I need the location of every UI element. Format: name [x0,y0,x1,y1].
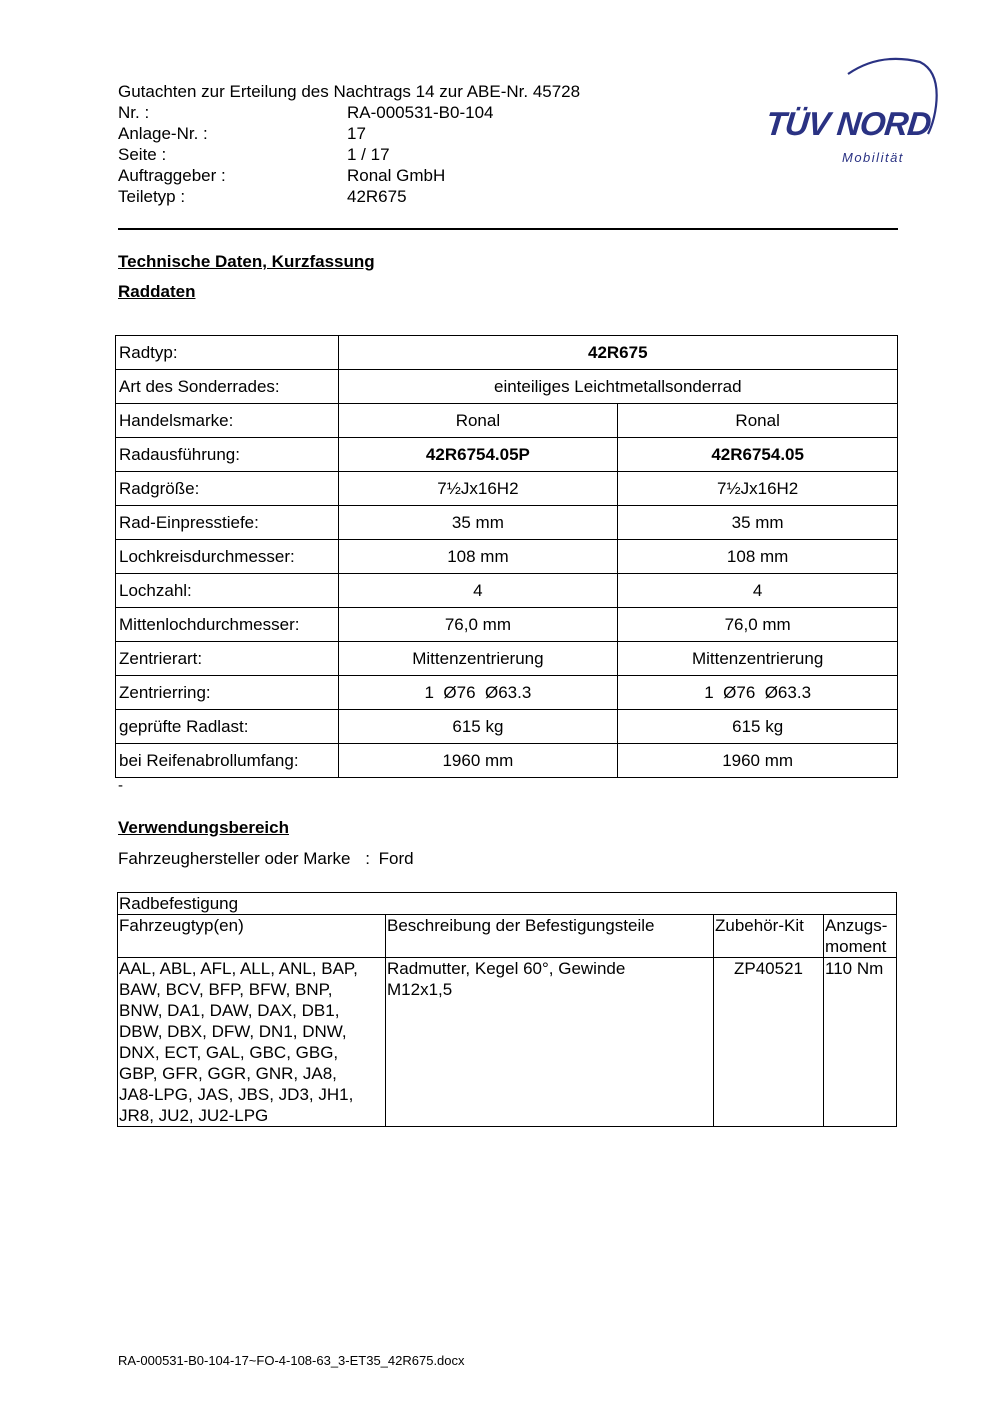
table-cell: 4 [338,574,618,608]
table-header-row [118,915,897,958]
table-label: Rad-Einpresstiefe: [116,506,339,540]
table-row [116,472,898,506]
header-key: Teiletyp : [118,187,186,206]
table-cell: 4 [618,574,898,608]
table-cell: Ronal [618,404,898,438]
table-label: Radgröße: [116,472,339,506]
header-value: 42R675 [347,187,407,206]
table-cell: 615 kg [338,710,618,744]
table-cell: 35 mm [338,506,618,540]
table-label: Handelsmarke: [116,404,339,438]
table-label: Mittenlochdurchmesser: [116,608,339,642]
table-note-dash: - [118,777,123,794]
vehicle-types-line: JA8-LPG, JAS, JBS, JD3, JH1, [119,1085,354,1104]
table-label: geprüfte Radlast: [116,710,339,744]
table-cell: 76,0 mm [618,608,898,642]
table-row [116,404,898,438]
table-row [116,574,898,608]
manufacturer-line [118,849,414,869]
header-value: Ronal GmbH [347,166,446,185]
col-header-anzugsmoment-line1: Anzugs- [825,916,888,935]
vehicle-types-line: BAW, BCV, BFP, BFW, BNP, [119,980,333,999]
description-line: Radmutter, Kegel 60°, Gewinde [387,959,626,978]
header-divider [118,228,898,230]
table-cell: 7½Jx16H2 [338,472,618,506]
table-label: Radtyp: [116,336,339,370]
table-label: Lochkreisdurchmesser: [116,540,339,574]
table-cell: 108 mm [338,540,618,574]
table-row [116,710,898,744]
table-cell: 108 mm [618,540,898,574]
table-cell: Ronal [338,404,618,438]
table-row [116,642,898,676]
table-label: Art des Sonderrades: [116,370,339,404]
table-label: bei Reifenabrollumfang: [116,744,339,778]
col-header-zubehoer-kit: Zubehör-Kit [714,915,824,958]
table-row [116,506,898,540]
manufacturer-separator: : [365,849,370,868]
vehicle-types-line: GBP, GFR, GGR, GNR, JA8, [119,1064,337,1083]
col-header-beschreibung: Beschreibung der Befestigungsteile [386,915,714,958]
table-cell: einteiliges Leichtmetallsonderrad [338,370,897,404]
table-cell: 1 Ø76 Ø63.3 [618,676,898,710]
section-title-technische-daten: Technische Daten, Kurzfassung [118,252,375,271]
header-row-seite [118,144,638,165]
header-row-anlage [118,123,638,144]
description-cell [386,958,714,1127]
header-key: Auftraggeber : [118,166,226,185]
raddaten-table [115,335,898,778]
table-row [116,608,898,642]
header-key: Seite : [118,145,167,164]
table-cell: 1960 mm [338,744,618,778]
table-label: Lochzahl: [116,574,339,608]
header-value: 17 [347,124,366,143]
header-row-nr [118,102,638,123]
table-row [118,893,897,915]
table-cell: Mittenzentrierung [618,642,898,676]
table-cell: 1 Ø76 Ø63.3 [338,676,618,710]
table-cell: 42R675 [338,336,897,370]
table-label: Radausführung: [116,438,339,472]
vehicle-types-line: DBW, DBX, DFW, DN1, DNW, [119,1022,347,1041]
table-cell: 615 kg [618,710,898,744]
vehicle-types-line: DNX, ECT, GAL, GBC, GBG, [119,1043,339,1062]
table-row [116,336,898,370]
col-header-anzugsmoment [824,915,897,958]
table-row [116,438,898,472]
vehicle-types-line: BNW, DA1, DAW, DAX, DB1, [119,1001,340,1020]
manufacturer-label: Fahrzeughersteller oder Marke [118,849,351,868]
table-row [116,676,898,710]
description-line: M12x1,5 [387,980,453,999]
moment-cell: 110 Nm [824,958,897,1127]
table-row [116,744,898,778]
table-row [118,958,897,1127]
table-cell: 35 mm [618,506,898,540]
table-cell: 42R6754.05 [618,438,898,472]
vehicle-types-cell [118,958,386,1127]
kit-cell: ZP40521 [714,958,824,1127]
col-header-fahrzeugtyp: Fahrzeugtyp(en) [118,915,386,958]
logo-brand: TÜV NORD [764,105,933,142]
header-value: 1 / 17 [347,145,390,164]
table-cell: 76,0 mm [338,608,618,642]
table-label: Zentrierring: [116,676,339,710]
table-caption: Radbefestigung [118,893,897,915]
col-header-anzugsmoment-line2: moment [825,937,887,956]
section-title-raddaten: Raddaten [118,282,196,301]
radbefestigung-table [117,892,897,1127]
header-key: Nr. : [118,103,150,122]
header-row-teiletyp [118,186,638,207]
table-cell: 42R6754.05P [338,438,618,472]
logo-subtitle: Mobilität [842,150,904,165]
table-row [116,370,898,404]
table-label: Zentrierart: [116,642,339,676]
header-key: Anlage-Nr. : [118,124,208,143]
table-cell: Mittenzentrierung [338,642,618,676]
header-value: RA-000531-B0-104 [347,103,494,122]
header-row-auftraggeber [118,165,638,186]
vehicle-types-line: AAL, ABL, AFL, ALL, ANL, BAP, [119,959,358,978]
manufacturer-value: Ford [378,849,414,868]
table-cell: 1960 mm [618,744,898,778]
vehicle-types-line: JR8, JU2, JU2-LPG [119,1106,269,1125]
table-cell: 7½Jx16H2 [618,472,898,506]
footer-filename: RA-000531-B0-104-17~FO-4-108-63_3-ET35_42R675.docx [118,1353,465,1368]
section-title-verwendungsbereich: Verwendungsbereich [118,818,289,837]
table-row [116,540,898,574]
document-title: Gutachten zur Erteilung des Nachtrags 14 zur ABE-Nr. 45728 [118,82,581,101]
